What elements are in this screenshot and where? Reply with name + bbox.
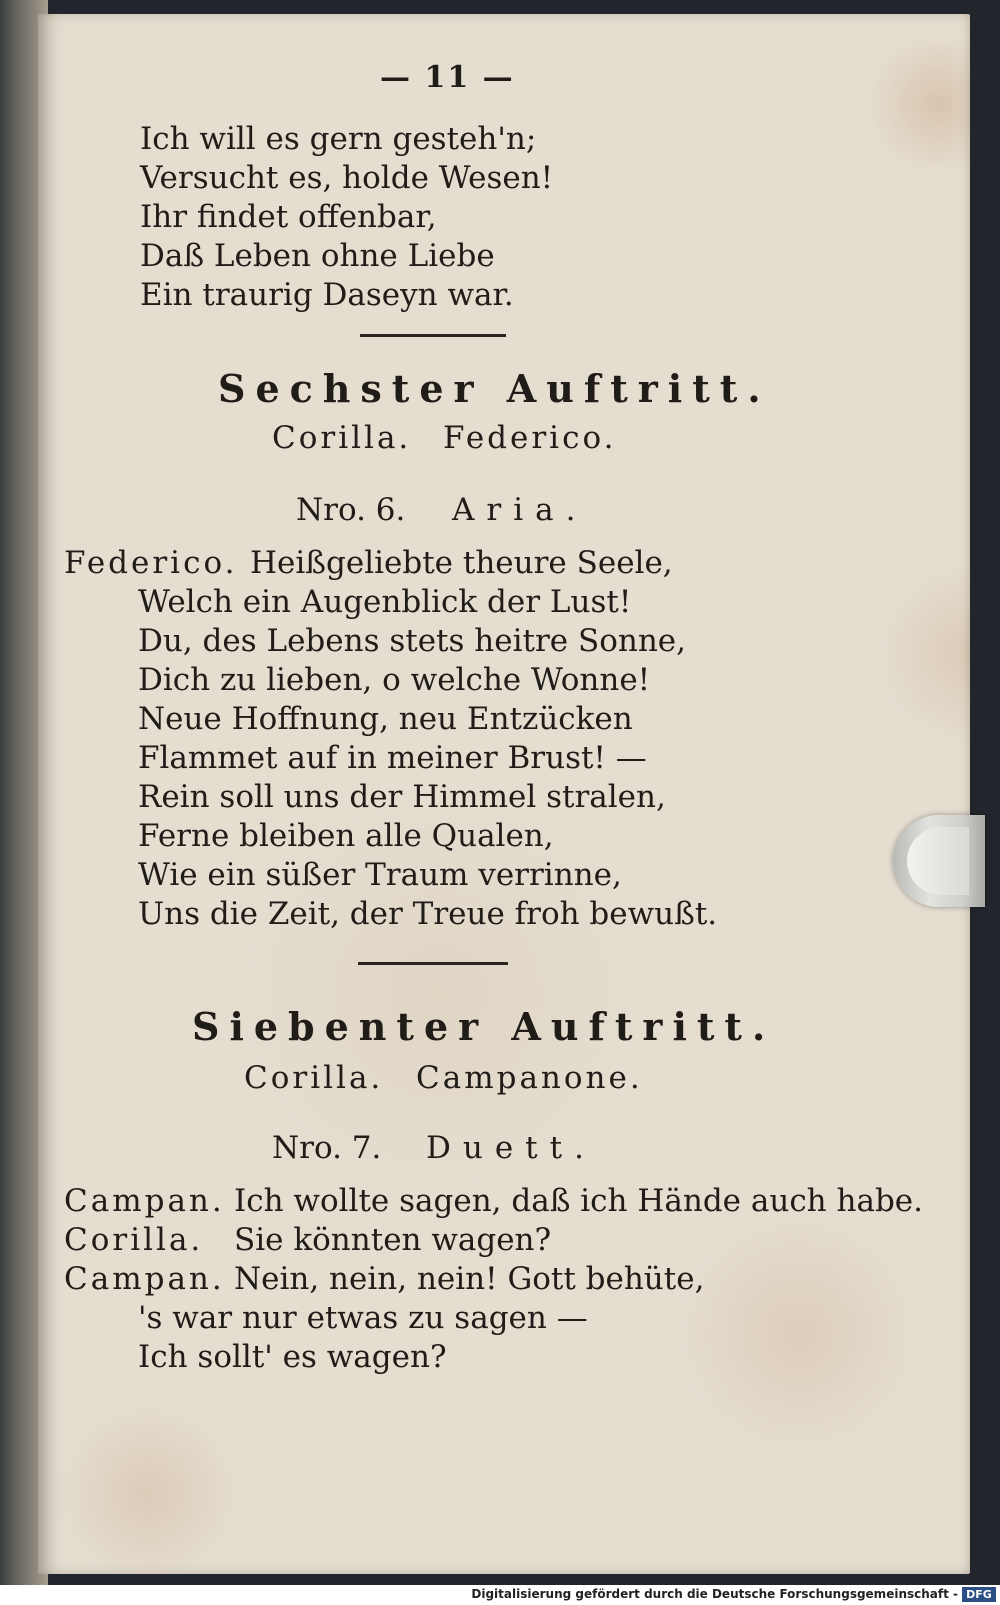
aria-line: Rein soll uns der Himmel stralen, <box>138 779 666 815</box>
dialogue-line: Nein, nein, nein! Gott behüte, <box>234 1261 705 1297</box>
scene-characters: Federico. <box>443 420 617 456</box>
dialogue-line: Ich wollte sagen, daß ich Hände auch habe. <box>234 1183 923 1219</box>
dfg-logo-icon: DFG <box>962 1587 996 1602</box>
page-number: — 11 — <box>380 60 515 95</box>
aria-line: Ferne bleiben alle Qualen, <box>138 818 554 854</box>
footer-credit: Digitalisierung gefördert durch die Deutsche Forschungsgemeinschaft - <box>471 1587 958 1601</box>
scene-characters: Corilla. <box>244 1060 384 1096</box>
verse-line: Daß Leben ohne Liebe <box>140 238 495 274</box>
speaker-name: Campan. <box>64 1261 225 1297</box>
number-label: Nro. 6. <box>296 492 406 528</box>
aria-line: Neue Hoffnung, neu Entzücken <box>138 701 633 737</box>
digitization-footer <box>0 1585 1000 1605</box>
aria-line: Flammet auf in meiner Brust! — <box>138 740 647 776</box>
verse-line: Ein traurig Daseyn war. <box>140 277 514 313</box>
verse-line: Ihr findet offenbar, <box>140 199 437 235</box>
section-divider <box>360 334 506 337</box>
number-type: Aria. <box>452 492 588 528</box>
number-type: Duett. <box>426 1130 596 1166</box>
book-page <box>38 14 970 1574</box>
dialogue-line: Ich sollt' es wagen? <box>138 1339 447 1375</box>
scene-heading: Sechster Auftritt. <box>218 366 771 411</box>
verse-line: Versucht es, holde Wesen! <box>140 160 554 196</box>
speaker-name: Corilla. <box>64 1222 204 1258</box>
aria-line: Uns die Zeit, der Treue froh bewußt. <box>138 896 718 932</box>
speaker-name: Federico. <box>64 545 238 581</box>
aria-line: Welch ein Augenblick der Lust! <box>138 584 632 620</box>
number-label: Nro. 7. <box>272 1130 382 1166</box>
aria-line: Dich zu lieben, o welche Wonne! <box>138 662 651 698</box>
scene-characters: Campanone. <box>416 1060 643 1096</box>
dialogue-line: 's war nur etwas zu sagen — <box>138 1300 588 1336</box>
aria-line: Du, des Lebens stets heitre Sonne, <box>138 623 686 659</box>
scene-characters: Corilla. <box>272 420 412 456</box>
aria-line: Wie ein süßer Traum verrinne, <box>138 857 622 893</box>
aria-line: Heißgeliebte theure Seele, <box>250 545 673 581</box>
scene-heading: Siebenter Auftritt. <box>192 1004 776 1049</box>
verse-line: Ich will es gern gesteh'n; <box>140 121 537 157</box>
dialogue-line: Sie könnten wagen? <box>234 1222 552 1258</box>
page-clip <box>893 815 985 907</box>
speaker-name: Campan. <box>64 1183 225 1219</box>
section-divider <box>358 962 508 965</box>
